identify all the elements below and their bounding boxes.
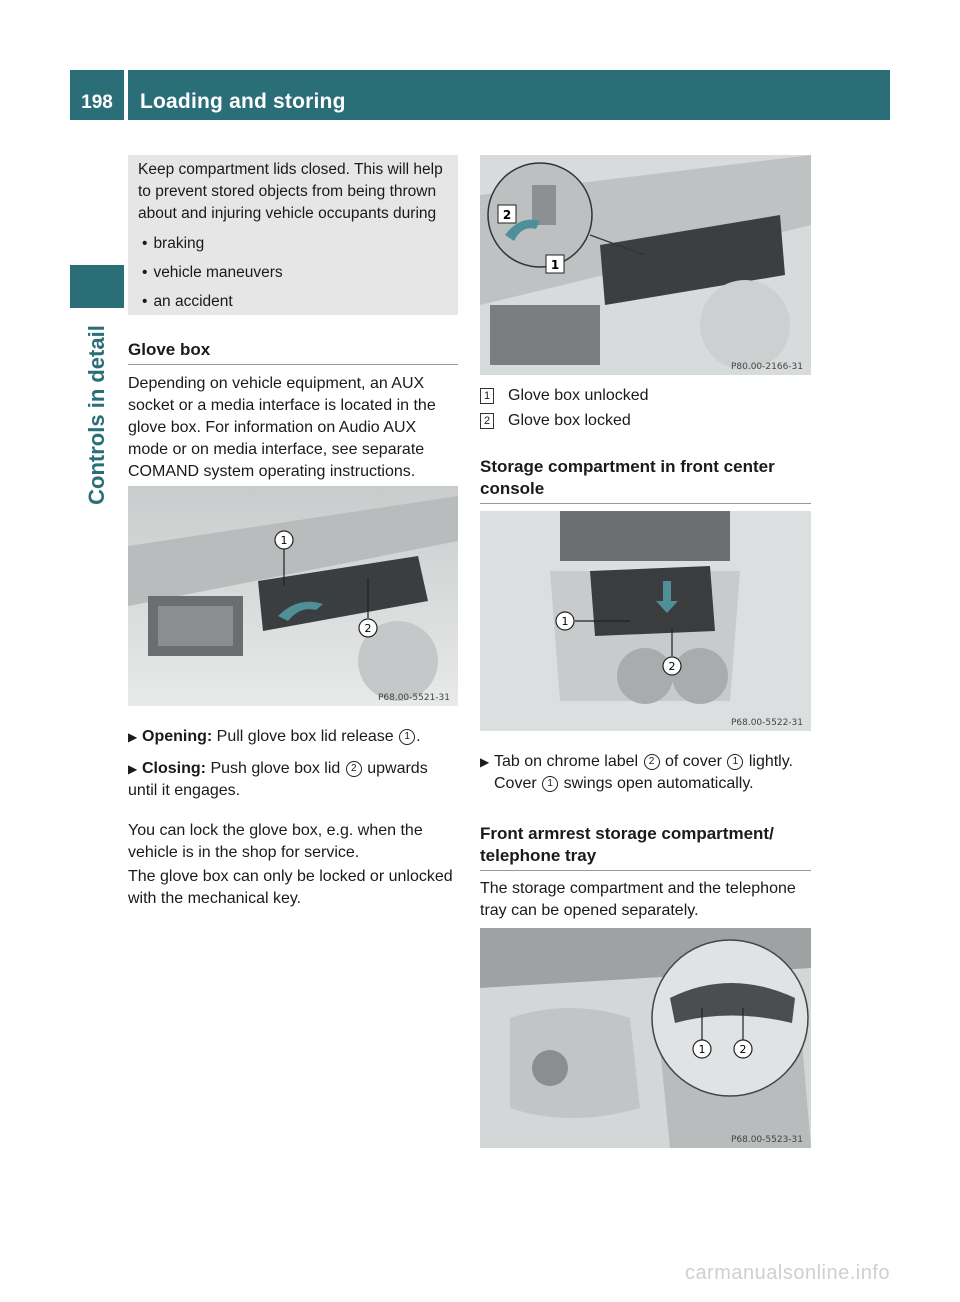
callout-1-icon: 1 xyxy=(727,754,743,770)
svg-text:1: 1 xyxy=(561,615,569,628)
chapter-title: Loading and storing xyxy=(140,90,346,113)
center-console-heading: Storage compartment in front center console xyxy=(480,456,811,504)
page-number-box xyxy=(70,70,124,120)
photo-code: P68.00-5521-31 xyxy=(377,693,450,703)
lock-photo xyxy=(480,155,811,375)
legend-item: 2 Glove box locked xyxy=(480,410,631,432)
note-bullet: • an accident xyxy=(142,287,458,316)
note-bullet: • braking xyxy=(142,229,458,258)
photo-code: P68.00-5523-31 xyxy=(730,1135,803,1145)
center-console-photo xyxy=(480,511,811,731)
svg-text:1: 1 xyxy=(280,534,288,547)
svg-text:2: 2 xyxy=(739,1043,747,1056)
warning-note xyxy=(128,155,458,315)
closing-step: ▶ Closing: Push glove box lid 2 upwards until it engages. xyxy=(128,760,428,799)
svg-text:1: 1 xyxy=(550,258,560,272)
glove-box-photo xyxy=(128,486,458,706)
svg-text:2: 2 xyxy=(364,622,372,635)
callout-2-icon: 2 xyxy=(644,754,660,770)
note-bullet: • vehicle maneuvers xyxy=(142,258,458,287)
opening-step: ▶ Opening: Pull glove box lid release 1 . xyxy=(128,726,460,748)
step-arrow-icon: ▶ xyxy=(128,730,138,744)
step-arrow-icon: ▶ xyxy=(128,762,138,776)
svg-text:2: 2 xyxy=(502,208,512,222)
side-tab-marker xyxy=(70,265,124,308)
step-arrow-icon: ▶ xyxy=(480,755,490,769)
svg-text:2: 2 xyxy=(668,660,676,673)
armrest-text: The storage compartment and the telephone tray can be opened separately. xyxy=(480,880,796,919)
callout-1-icon: 1 xyxy=(542,776,558,792)
photo-code: P80.00-2166-31 xyxy=(730,362,803,372)
note-bullets xyxy=(128,229,458,316)
key-paragraph: The glove box can only be locked or unlocked with the mechanical key. xyxy=(128,868,453,907)
armrest-photo xyxy=(480,928,811,1148)
legend-item: 1 Glove box unlocked xyxy=(480,385,649,407)
glove-box-intro: Depending on vehicle equipment, an AUX socket or a media interface is located in the glove box. For information on Audio AUX mode or on media interface, see separate COMAND system operating instructions. xyxy=(128,375,436,480)
callout-1-icon: 1 xyxy=(399,729,415,745)
chapter-header xyxy=(128,70,890,120)
watermark: carmanualsonline.info xyxy=(684,1262,890,1284)
svg-text:1: 1 xyxy=(698,1043,706,1056)
note-text: Keep compartment lids closed. This will help to prevent stored objects from being thrown about and injuring vehicle occupants during xyxy=(138,161,443,222)
photo-code: P68.00-5522-31 xyxy=(730,718,803,728)
console-step: ▶ Tab on chrome label 2 of cover 1 lightly. Cover 1 swings open automatically. xyxy=(480,753,793,792)
lock-paragraph: You can lock the glove box, e.g. when the vehicle is in the shop for service. xyxy=(128,822,423,861)
side-section-label: Controls in detail xyxy=(84,325,109,505)
callout-2-icon: 2 xyxy=(346,761,362,777)
armrest-heading: Front armrest storage compartment/ telephone tray xyxy=(480,823,811,871)
glove-box-heading: Glove box xyxy=(128,339,458,365)
page-number: 198 xyxy=(81,92,113,113)
